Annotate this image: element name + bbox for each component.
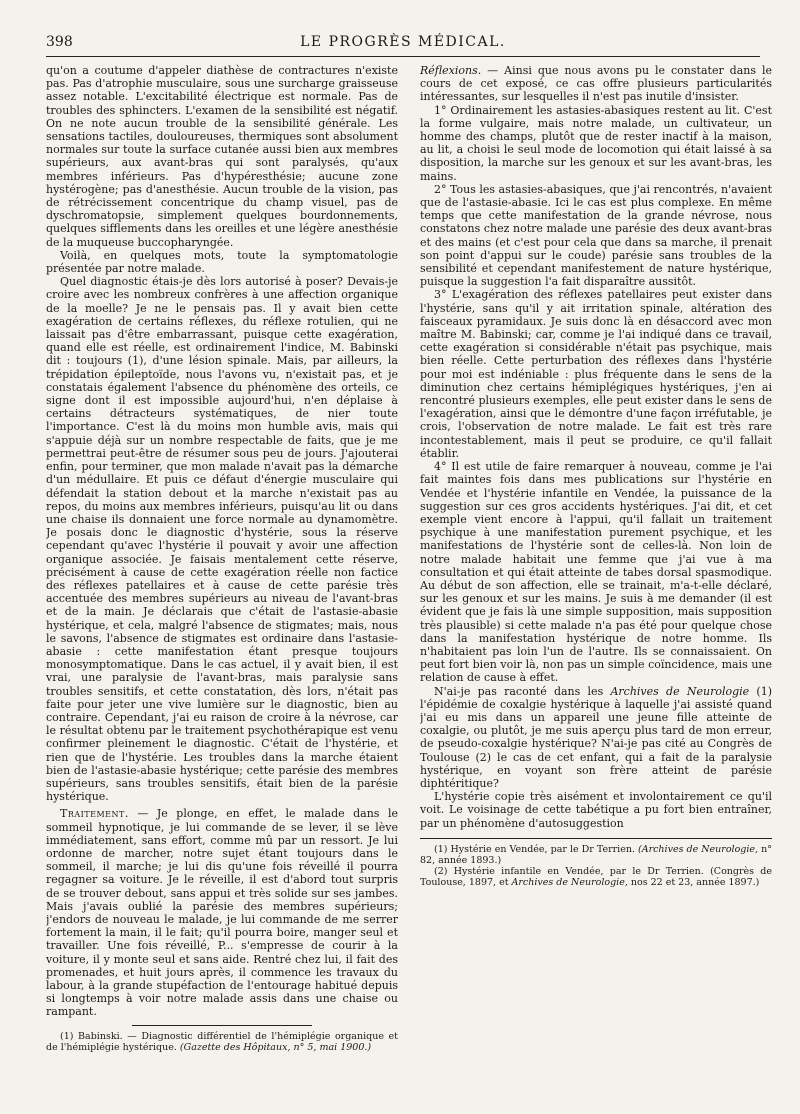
page-number: 398 — [46, 34, 73, 50]
footnote-text: n° 82, année 1893.) — [420, 843, 772, 866]
paragraph — [420, 685, 772, 791]
reflexions-text: — Ainsi que nous avons pu le constater dans le cours de cet exposé, ce cas offre plusieurs particularités intéressantes, sur lesquelles il n'est pas inutile d'insister. — [420, 64, 772, 104]
footnote-text: (1) Babinski. — Diagnostic différentiel de l'hémiplégie organique et de l'hémiplégie hystérique. — [46, 1030, 398, 1053]
paragraph: 3° L'exagération des réflexes patellaires peut exister dans l'hystérie, sans qu'il y ait irritation spinale, altération des faisceaux pyramidaux. Je suis donc là en désaccord avec mon maître M. Babinski; car, comme je l'ai indiqué dans ce travail, cette exagération si considérable n'était pas psychique, mais bien réelle. Cette perturbation des réflexes dans l'hystérie pour moi est indéniable : plus fréquente dans le sens de la diminution chez certains hémiplégiques hystériques, j'en ai rencontré plusieurs exemples, elle peut exister dans le sens de l'exagération, ainsi que le démontre d'une façon irréfutable, je crois, l'observation de notre malade. Le fait est très rare incontestablement, mais il peut se produire, ce qu'il fallait établir. — [420, 288, 772, 460]
reflexions-paragraph — [420, 64, 772, 104]
footnote-divider — [132, 1025, 312, 1026]
footnote-source: (Archives de Neurologie, — [638, 843, 759, 855]
paragraph: Quel diagnostic étais-je dès lors autorisé à poser? Devais-je croire avec les nombreux confrères à une affection organique de la moelle? Je ne le pensais pas. Il y avait bien cette exagération de certains réflexes, du réflexe rotulien, qui ne laissait pas d'être embarrassant, puisque cette exagération, quand elle est réelle, est ordinairement l'indice, M. Babinski dit : toujours (1), d'une lésion spinale. Mais, par ailleurs, la trépidation épileptoïde, nous l'avons vu, n'existait pas, et je constatais également l'absence du phénomène des orteils, ce signe dont il est impossible aujourd'hui, n'en déplaise à certains détracteurs systématiques, de nier toute l'importance. C'est là du moins mon humble avis, mais qui s'appuie déjà sur un nombre respectable de faits, que je me permettrai peut-être de résumer sous peu de jours. J'ajouterai enfin, pour terminer, que mon malade n'avait pas la démarche d'un médullaire. Et puis ce défaut d'énergie musculaire qui défendait la station debout et la marche n'existait pas au repos, du moins aux membres inférieurs, puisqu'au lit ou dans une chaise ils donnaient une force normale au dynamomètre. Je posais donc le diagnostic d'hystérie, sous la réserve cependant qu'avec l'hystérie il pouvait y avoir une affection organique associée. Je faisais mentalement cette réserve, précisément à cause de cette exagération réelle non factice des réflexes patellaires et à cause de cette parésie très accentuée des membres supérieurs au niveau de l'avant-bras et de la main. Je déclarais que c'était de l'astasie-abasie hystérique, et cela, malgré l'absence de stigmates; mais, nous le savons, l'absence de stigmates est ordinaire dans l'astasie-abasie : cette manifestation étant presque toujours monosymptomatique. Dans le cas actuel, il y avait bien, il est vrai, une paralysie de l'avant-bras, mais paralysie sans troubles sensitifs, et cette constatation, dès lors, n'était pas faite pour jeter une vive lumière sur le diagnostic, bien au contraire. Cependant, j'ai eu raison de croire à la névrose, car le résultat obtenu par le traitement psychothérapique est venu confirmer pleinement le diagnostic. C'était de l'hystérie, et rien que de l'hystérie. Les troubles dans la marche étaient bien de l'astasie-abasie hystérique; cette parésie des membres supérieurs, sans troubles sensitifs, était bien de la parésie hystérique. — [46, 275, 398, 804]
footnote-text: (2) Hystérie infantile en Vendée, par le Dr Terrien. (Congrès de Toulouse, 1897, et — [420, 865, 772, 888]
text-run: N'ai-je pas raconté dans les — [434, 684, 611, 698]
footnote-divider — [420, 838, 772, 839]
paragraph: 2° Tous les astasies-abasiques, que j'ai rencontrés, n'avaient que de l'astasie-abasie. Ici le cas est plus complexe. En même temps que cette manifestation de la grande névrose, nous constatons chez notre malade une parésie des deux avant-bras et des mains (et c'est pour cela que dans sa marche, il prenait son point d'appui sur le coude) parésie sans troubles de la sensibilité et cependant manifestement de nature hystérique, puisque la suggestion l'a fait disparaître aussitôt. — [420, 182, 772, 289]
footnote-source: Archives de Neurologie, — [511, 876, 628, 888]
footnote-text: nos 22 et 23, année 1897.) — [627, 876, 760, 888]
footnote — [420, 844, 772, 866]
journal-name: Archives de Neurologie — [610, 684, 750, 698]
left-column — [46, 64, 398, 1104]
traitement-paragraph — [46, 807, 398, 1018]
footnote-source: (Gazette des Hôpitaux, n° 5, mai 1900.) — [179, 1041, 372, 1053]
paragraph: qu'on a coutume d'appeler diathèse de contractures n'existe pas. Pas d'atrophie musculaire, sous une surcharge graisseuse assez notable. L'excitabilité électrique est normale. Pas de troubles des sphincters. L'examen de la sensibilité est négatif. On ne note aucun trouble de la sensibilité générale. Les sensations tactiles, douloureuses, thermiques sont absolument normales sur toute la surface cutanée aussi bien aux membres supérieurs, aux avant-bras qui sont paralysés, qu'aux membres inférieurs. Pas d'hypéresthésie; aucune zone hystérogène; pas d'anesthésie. Aucun trouble de la vision, pas de rétrécissement concentrique du champ visuel, pas de dyschromatopsie, simplement quelques bourdonnements, quelques sifflements dans les oreilles et une légère anesthésie de la muqueuse buccopharyngée. — [46, 64, 398, 249]
footnote — [46, 1031, 398, 1053]
paragraph: L'hystérie copie très aisément et involontairement ce qu'il voit. Le voisinage de cette tabétique a pu fort bien entraîner, par un phénomène d'autosuggestion — [420, 790, 772, 830]
footnote — [420, 866, 772, 888]
section-heading-reflexions: Réflexions. — [420, 64, 482, 77]
paragraph: 1° Ordinairement les astasies-abasiques restent au lit. C'est la forme vulgaire, mais notre malade, un cultivateur, un homme des champs, plutôt que de rester inactif à la maison, au lit, a choisi le seul mode de locomotion qui était laissé à sa disposition, la marche sur les genoux et sur les avant-bras, les mains. — [420, 103, 772, 183]
paragraph: Voilà, en quelques mots, toute la symptomatologie présentée par notre malade. — [46, 248, 398, 276]
page-header — [46, 30, 760, 57]
paragraph: 4° Il est utile de faire remarquer à nouveau, comme je l'ai fait maintes fois dans mes publications sur l'hystérie en Vendée et l'hystérie infantile en Vendée, la puissance de la suggestion sur ces gros accidents hystériques. J'ai dit, et cet exemple vient encore à l'appui, qu'il fallait un traitement psychique à une manifestation purement psychique, et les manifestations de l'hystérie sont de celles-là. Non loin de notre malade habitait une femme que j'ai vue à ma consultation et qui était atteinte de tabes dorsal spasmodique. Au début de son affection, elle se trainait, m'a-t-elle déclaré, sur les genoux et sur les mains. Je suis à me demander (il est évident que je fais là une simple supposition, mais supposition très plausible) si cette malade n'a pas été pour quelque chose dans la manifestation hystérique de notre homme. Ils n'habitaient pas loin l'un de l'autre. Ils se connaissaient. On peut fort bien voir là, non pas un simple coïncidence, mais une relation de cause à effet. — [420, 460, 772, 685]
right-column — [420, 64, 772, 1104]
running-title: LE PROGRÈS MÉDICAL. — [300, 34, 506, 50]
footnote-text: (1) Hystérie en Vendée, par le Dr Terrien. — [434, 843, 638, 855]
traitement-text: — Je plonge, en effet, le malade dans le sommeil hypnotique, je lui commande de se lever, il se lève immédiatement, sans effort, comme mû par un ressort. Je lui ordonne de marcher, notre sujet étant toujours dans le sommeil, il marche; je lui dis qu'une fois réveillé il pourra regagner sa voiture. Je le réveille, il est d'abord tout surpris de se trouver debout, sans appui et très solide sur ses jambes. Mais j'avais oublié la parésie des membres supérieurs; j'endors de nouveau le malade, je lui commande de me serrer fortement la main, il le fait; qu'il pourra boire, manger seul et travailler. Une fois réveillé, P... s'empresse de courir à la voiture, il y monte seul et sans aide. Rentré chez lui, il fait des promenades, et huit jours après, il commence les travaux du labour, à la grande stupéfaction de l'entourage habitué depuis si longtemps à voir notre malade assis dans une chaise ou rampant. — [46, 807, 398, 1019]
section-heading-traitement: Traitement. — [60, 807, 129, 821]
text-run: (1) l'épidémie de coxalgie hystérique à laquelle j'ai assisté quand j'ai eu mis dans un appareil une jeune fille atteinte de coxalgie, ou plutôt, je me suis aperçu plus tard de mon erreur, de pseudo-coxalgie hystérique? N'ai-je pas cité au Congrès de Toulouse (2) le cas de cet enfant, qui a fait de la paralysie hystérique, en voyant son frère atteint de parésie diphtéritique? — [420, 684, 772, 790]
